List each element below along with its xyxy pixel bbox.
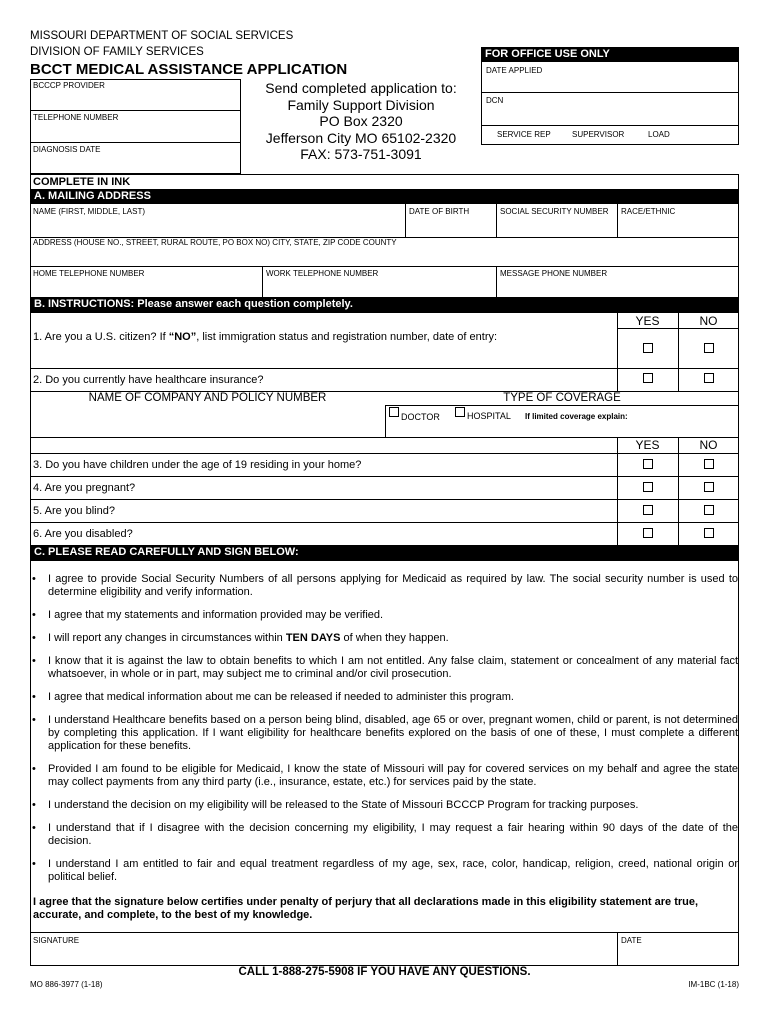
question-2: 2. Do you currently have healthcare insurance? (33, 374, 264, 386)
supervisor-label: SUPERVISOR (572, 130, 625, 139)
perjury-certification: I agree that the signature below certifies under penalty of perjury that all declarations made in this eligibility statement are true, accurate, and complete, to the best of my knowledge. (33, 896, 699, 921)
section-b-header: B. INSTRUCTIONS: Please answer each question completely. (30, 297, 739, 313)
type-of-coverage-label: TYPE OF COVERAGE (503, 392, 621, 404)
name-field[interactable] (33, 217, 403, 235)
home-phone-label: HOME TELEPHONE NUMBER (33, 269, 145, 278)
signature-date-field[interactable] (620, 946, 736, 964)
q4-no-checkbox[interactable] (704, 482, 714, 492)
date-of-birth-field[interactable] (408, 217, 494, 235)
race-ethnic-field[interactable] (620, 217, 737, 235)
telephone-number-label: TELEPHONE NUMBER (33, 113, 119, 122)
send-line-1: Send completed application to: (265, 80, 457, 96)
ssn-field[interactable] (499, 217, 615, 235)
q5-no-checkbox[interactable] (704, 505, 714, 515)
address-label: ADDRESS (HOUSE NO., STREET, RURAL ROUTE, PO BOX NO) CITY, STATE, ZIP CODE COUNTY (33, 238, 397, 247)
work-phone-label: WORK TELEPHONE NUMBER (266, 269, 379, 278)
form-number: MO 886-3977 (1-18) (30, 980, 103, 989)
agreement-item: • Provided I am found to be eligible for Medicaid, I know the state of Missouri will pay for covered services on my behalf and agree the state may collect payments from any third party (i.e., insurance, estate, etc.) for services paid by the state. (32, 763, 738, 788)
office-use-header: FOR OFFICE USE ONLY (481, 47, 739, 62)
q1-yes-checkbox[interactable] (643, 343, 653, 353)
limited-coverage-field[interactable] (388, 423, 736, 435)
ssn-label: SOCIAL SECURITY NUMBER (500, 207, 609, 216)
q3-yes-checkbox[interactable] (643, 459, 653, 469)
diagnosis-date-label: DIAGNOSIS DATE (33, 145, 101, 154)
dcn-label: DCN (486, 96, 504, 105)
no-header: NO (699, 314, 718, 328)
diagnosis-date-field[interactable] (33, 154, 238, 172)
bcccp-provider-label: BCCCP PROVIDER (33, 81, 105, 90)
section-c-header: C. PLEASE READ CAREFULLY AND SIGN BELOW: (30, 545, 739, 561)
agreement-item: • I agree that medical information about me can be released if needed to administer this program. (32, 691, 514, 703)
home-phone-field[interactable] (33, 280, 259, 295)
agreement-item: • I understand I am entitled to fair and equal treatment regardless of my age, sex, race, color, handicap, religion, creed, national origin or political belief. (32, 858, 738, 883)
agreement-item: • I understand the decision on my eligibility will be released to the State of Missouri BCCCP Program for tracking purposes. (32, 799, 639, 811)
agreement-item: • I understand that if I disagree with the decision concerning my eligibility, I may request a fair hearing within 90 days of the date of the decision. (32, 822, 738, 847)
q3-no-checkbox[interactable] (704, 459, 714, 469)
address-field[interactable] (33, 249, 736, 265)
help-phone-line: CALL 1-888-275-5908 IF YOU HAVE ANY QUESTIONS. (238, 966, 531, 978)
form-id: IM-1BC (1-18) (688, 980, 739, 989)
agreement-item: • I agree to provide Social Security Numbers of all persons applying for Medicaid as required by law. The social security number is used to determine eligibility and verify information. (32, 573, 738, 598)
race-ethnic-label: RACE/ETHNIC (621, 207, 676, 216)
doctor-checkbox[interactable] (389, 407, 399, 417)
q5-yes-checkbox[interactable] (643, 505, 653, 515)
date-label: DATE (621, 936, 642, 945)
bcccp-provider-field[interactable] (33, 90, 238, 108)
hospital-label: HOSPITAL (467, 411, 511, 421)
company-policy-field[interactable] (33, 408, 381, 435)
agreement-item: • I agree that my statements and information provided may be verified. (32, 609, 384, 621)
no-header-2: NO (699, 438, 718, 452)
send-line-3: PO Box 2320 (319, 113, 403, 129)
q2-yes-checkbox[interactable] (643, 373, 653, 383)
question-6: 6. Are you disabled? (33, 528, 133, 540)
question-1: 1. Are you a U.S. citizen? If “NO”, list immigration status and registration number, date of entry: (33, 331, 498, 343)
q6-yes-checkbox[interactable] (643, 528, 653, 538)
date-of-birth-label: DATE OF BIRTH (409, 207, 470, 216)
agreement-item: • I understand Healthcare benefits based on a person being blind, disabled, age 65 or over, pregnant women, child or parent, is not determined by completing this application. If I want eligibility for healthcare benefits explored on the basis of one of these, I must complete a different application for these benefits. (32, 714, 738, 752)
question-4: 4. Are you pregnant? (33, 482, 136, 494)
load-label: LOAD (648, 130, 670, 139)
yes-header: YES (635, 314, 660, 328)
hospital-checkbox[interactable] (455, 407, 465, 417)
send-line-2: Family Support Division (287, 96, 435, 113)
date-applied-label: DATE APPLIED (486, 66, 543, 75)
question-3: 3. Do you have children under the age of 19 residing in your home? (33, 459, 362, 471)
send-line-5: FAX: 573-751-3091 (300, 146, 422, 162)
doctor-label: DOCTOR (401, 412, 440, 422)
agreement-item: • I will report any changes in circumstances within TEN DAYS of when they happen. (32, 632, 449, 644)
immigration-status-field[interactable] (33, 347, 613, 365)
signature-field[interactable] (33, 946, 613, 964)
telephone-number-field[interactable] (33, 122, 238, 140)
complete-in-ink: COMPLETE IN INK (33, 176, 131, 188)
mailing-instructions (244, 80, 478, 163)
work-phone-field[interactable] (265, 280, 494, 295)
q6-no-checkbox[interactable] (704, 528, 714, 538)
q4-yes-checkbox[interactable] (643, 482, 653, 492)
message-phone-field[interactable] (499, 280, 737, 295)
signature-label: SIGNATURE (33, 936, 80, 945)
send-line-4: Jefferson City MO 65102-2320 (265, 129, 457, 146)
q2-no-checkbox[interactable] (704, 373, 714, 383)
division-name: DIVISION OF FAMILY SERVICES (30, 46, 204, 58)
department-name: MISSOURI DEPARTMENT OF SOCIAL SERVICES (30, 30, 294, 42)
limited-coverage-label: If limited coverage explain: (525, 412, 628, 421)
section-a-header: A. MAILING ADDRESS (30, 189, 739, 204)
name-label: NAME (FIRST, MIDDLE, LAST) (33, 207, 146, 216)
form-title: BCCT MEDICAL ASSISTANCE APPLICATION (30, 61, 348, 78)
yes-header-2: YES (635, 438, 660, 452)
question-5: 5. Are you blind? (33, 505, 115, 517)
service-rep-label: SERVICE REP (497, 130, 551, 139)
agreement-item: • I know that it is against the law to obtain benefits to which I am not entitled. Any false claim, statement or concealment of any material fact whatsoever, in whole or in part, may subject me to criminal and/or civil prosecution. (32, 655, 738, 680)
company-policy-label: NAME OF COMPANY AND POLICY NUMBER (88, 392, 327, 404)
message-phone-label: MESSAGE PHONE NUMBER (500, 269, 608, 278)
agreement-list (30, 573, 738, 894)
q1-no-checkbox[interactable] (704, 343, 714, 353)
